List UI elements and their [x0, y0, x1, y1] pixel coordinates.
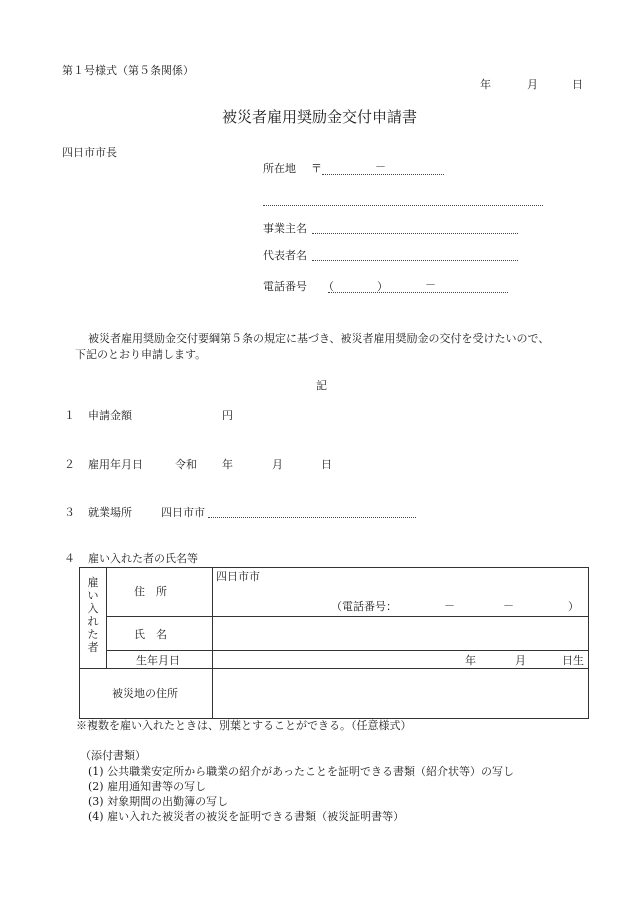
table-phone-label: （電話番号： [331, 600, 397, 613]
phone-open: （ [323, 280, 334, 293]
table-dob-label: 生年月日 [136, 654, 180, 667]
item-2-number: ２ [64, 458, 75, 471]
table-name-label: 氏 名 [134, 628, 167, 641]
item-2-label: 雇用年月日 [88, 458, 143, 471]
table-divider [106, 616, 588, 617]
table-divider [79, 668, 588, 669]
address-label: 所在地 [263, 162, 296, 175]
phone-label: 電話番号 [263, 280, 307, 293]
phone-field[interactable] [328, 292, 508, 293]
table-divider [212, 567, 213, 718]
address-field[interactable] [263, 205, 543, 206]
attachment-item: (4) 雇い入れた被災者の被災を証明できる書類（被災証明書等） [88, 810, 405, 823]
table-dob-month: 月 [515, 654, 526, 667]
item-3-number: ３ [64, 506, 75, 519]
item-2-day: 日 [321, 458, 332, 471]
multiple-note: ※複数を雇い入れたときは、別葉とすることができる。（任意様式） [76, 719, 412, 732]
attachment-item: (1) 公共職業安定所から職業の紹介があったことを証明できる書類（紹介状等）の写し [88, 765, 514, 778]
attachment-item: (3) 対象期間の出勤簿の写し [88, 795, 229, 808]
item-2-year: 年 [222, 458, 233, 471]
postal-dash: － [375, 160, 386, 173]
table-dob-year: 年 [465, 654, 476, 667]
table-divider [106, 650, 588, 651]
item-4-label: 雇い入れた者の氏名等 [88, 552, 198, 565]
date-day-label: 日 [572, 78, 583, 91]
table-phone-dash-1: － [444, 599, 455, 612]
attachments-title: （添付書類） [80, 749, 146, 762]
item-2-month: 月 [272, 458, 283, 471]
table-address-prefix: 四日市市 [216, 570, 260, 583]
business-owner-label: 事業主名 [263, 222, 307, 235]
ki-heading: 記 [316, 379, 327, 392]
table-phone-close: ） [568, 600, 579, 613]
table-phone-dash-2: － [503, 599, 514, 612]
table-disaster-address-label: 被災地の住所 [112, 687, 178, 700]
item-3-prefix: 四日市市 [161, 506, 205, 519]
workplace-field[interactable] [208, 517, 416, 518]
postal-mark: 〒 [311, 162, 322, 175]
body-line-1: 被災者雇用奨励金交付要綱第５条の規定に基づき、被災者雇用奨励金の交付を受けたいので、 [88, 332, 550, 345]
form-number: 第１号様式（第５条関係） [62, 64, 194, 77]
body-line-2: 下記のとおり申請します。 [75, 348, 207, 361]
representative-label: 代表者名 [263, 249, 307, 262]
item-3-label: 就業場所 [88, 506, 132, 519]
page-title: 被災者雇用奨励金交付申請書 [222, 108, 418, 126]
table-address-label: 住 所 [134, 585, 167, 598]
phone-close: ） [377, 280, 388, 293]
date-year-label: 年 [480, 78, 491, 91]
attachment-item: (2) 雇用通知書等の写し [88, 780, 207, 793]
representative-field[interactable] [312, 260, 518, 261]
table-divider [106, 567, 107, 668]
postal-code-field[interactable] [322, 174, 444, 175]
business-owner-field[interactable] [312, 233, 518, 234]
item-1-number: １ [64, 409, 75, 422]
table-dob-day: 日生 [562, 654, 584, 667]
table-group-label: 雇い入れた者 [87, 576, 99, 654]
date-month-label: 月 [527, 78, 538, 91]
item-2-era: 令和 [175, 458, 197, 471]
addressee: 四日市市長 [62, 146, 117, 159]
item-1-label: 申請金額 [88, 409, 132, 422]
item-4-number: ４ [64, 552, 75, 565]
item-1-unit: 円 [222, 409, 233, 422]
phone-dash: － [425, 278, 436, 291]
